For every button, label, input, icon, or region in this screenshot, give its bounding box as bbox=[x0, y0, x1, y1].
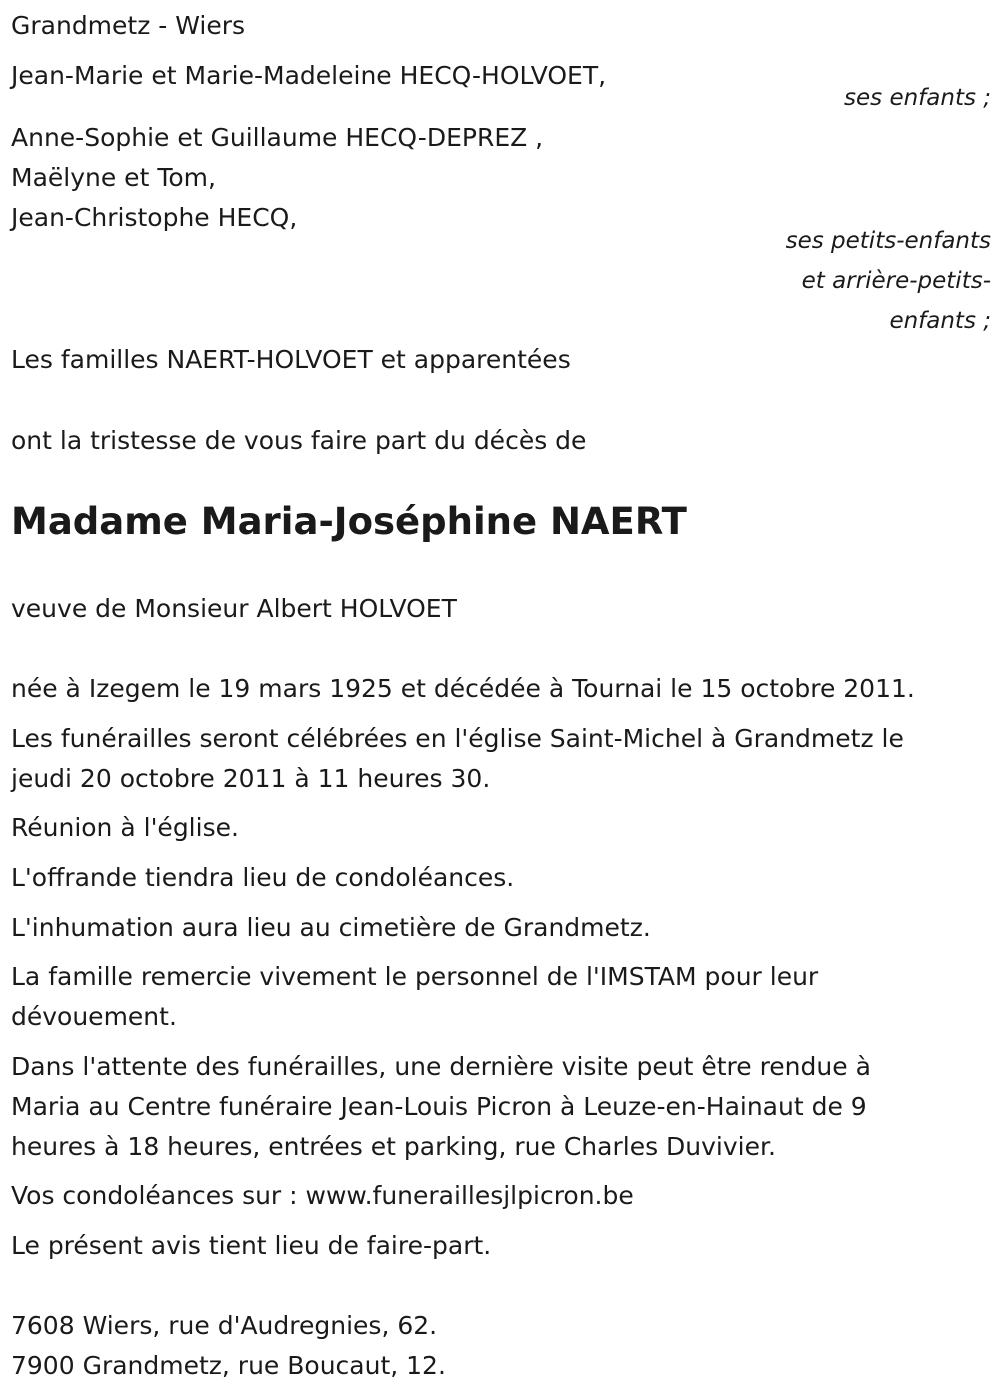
funeral-line: Les funérailles seront célébrées en l'église Saint-Michel à Grandmetz le bbox=[11, 724, 904, 753]
location-header: Grandmetz - Wiers bbox=[11, 11, 246, 40]
deceased-name: Madame Maria-Joséphine NAERT bbox=[11, 500, 687, 543]
grandchildren-label-line: ses petits-enfants bbox=[785, 228, 991, 254]
announcement-intro: ont la tristesse de vous faire part du décès de bbox=[11, 426, 587, 455]
offering-line: L'offrande tiendra lieu de condoléances. bbox=[11, 863, 515, 892]
grandchildren-label-line: et arrière-petits- bbox=[801, 268, 991, 294]
address-line: 7900 Grandmetz, rue Boucaut, 12. bbox=[11, 1351, 446, 1380]
thanks-line: La famille remercie vivement le personnel de l'IMSTAM pour leur bbox=[11, 962, 819, 991]
visit-line: Dans l'attente des funérailles, une dernière visite peut être rendue à bbox=[11, 1052, 871, 1081]
children-names: Jean-Marie et Marie-Madeleine HECQ-HOLVOET, bbox=[11, 61, 607, 90]
thanks-line: dévouement. bbox=[11, 1002, 177, 1031]
grandchild-line: Jean-Christophe HECQ, bbox=[11, 203, 298, 232]
grandchildren-label-line: enfants ; bbox=[889, 308, 991, 334]
address-line: 7608 Wiers, rue d'Audregnies, 62. bbox=[11, 1311, 438, 1340]
children-label: ses enfants ; bbox=[844, 85, 991, 111]
meeting-line: Réunion à l'église. bbox=[11, 813, 239, 842]
visit-line: Maria au Centre funéraire Jean-Louis Picron à Leuze-en-Hainaut de 9 bbox=[11, 1092, 867, 1121]
birth-death-line: née à Izegem le 19 mars 1925 et décédée à Tournai le 15 octobre 2011. bbox=[11, 674, 915, 703]
grandchild-line: Anne-Sophie et Guillaume HECQ-DEPREZ , bbox=[11, 123, 544, 152]
notice-line: Le présent avis tient lieu de faire-part. bbox=[11, 1231, 492, 1260]
widow-of: veuve de Monsieur Albert HOLVOET bbox=[11, 594, 457, 623]
condolences-line: Vos condoléances sur : www.funeraillesjlpicron.be bbox=[11, 1181, 634, 1210]
funeral-line: jeudi 20 octobre 2011 à 11 heures 30. bbox=[11, 764, 491, 793]
visit-line: heures à 18 heures, entrées et parking, rue Charles Duvivier. bbox=[11, 1132, 776, 1161]
burial-line: L'inhumation aura lieu au cimetière de Grandmetz. bbox=[11, 913, 651, 942]
grandchild-line: Maëlyne et Tom, bbox=[11, 163, 216, 192]
families-line: Les familles NAERT-HOLVOET et apparentées bbox=[11, 345, 571, 374]
